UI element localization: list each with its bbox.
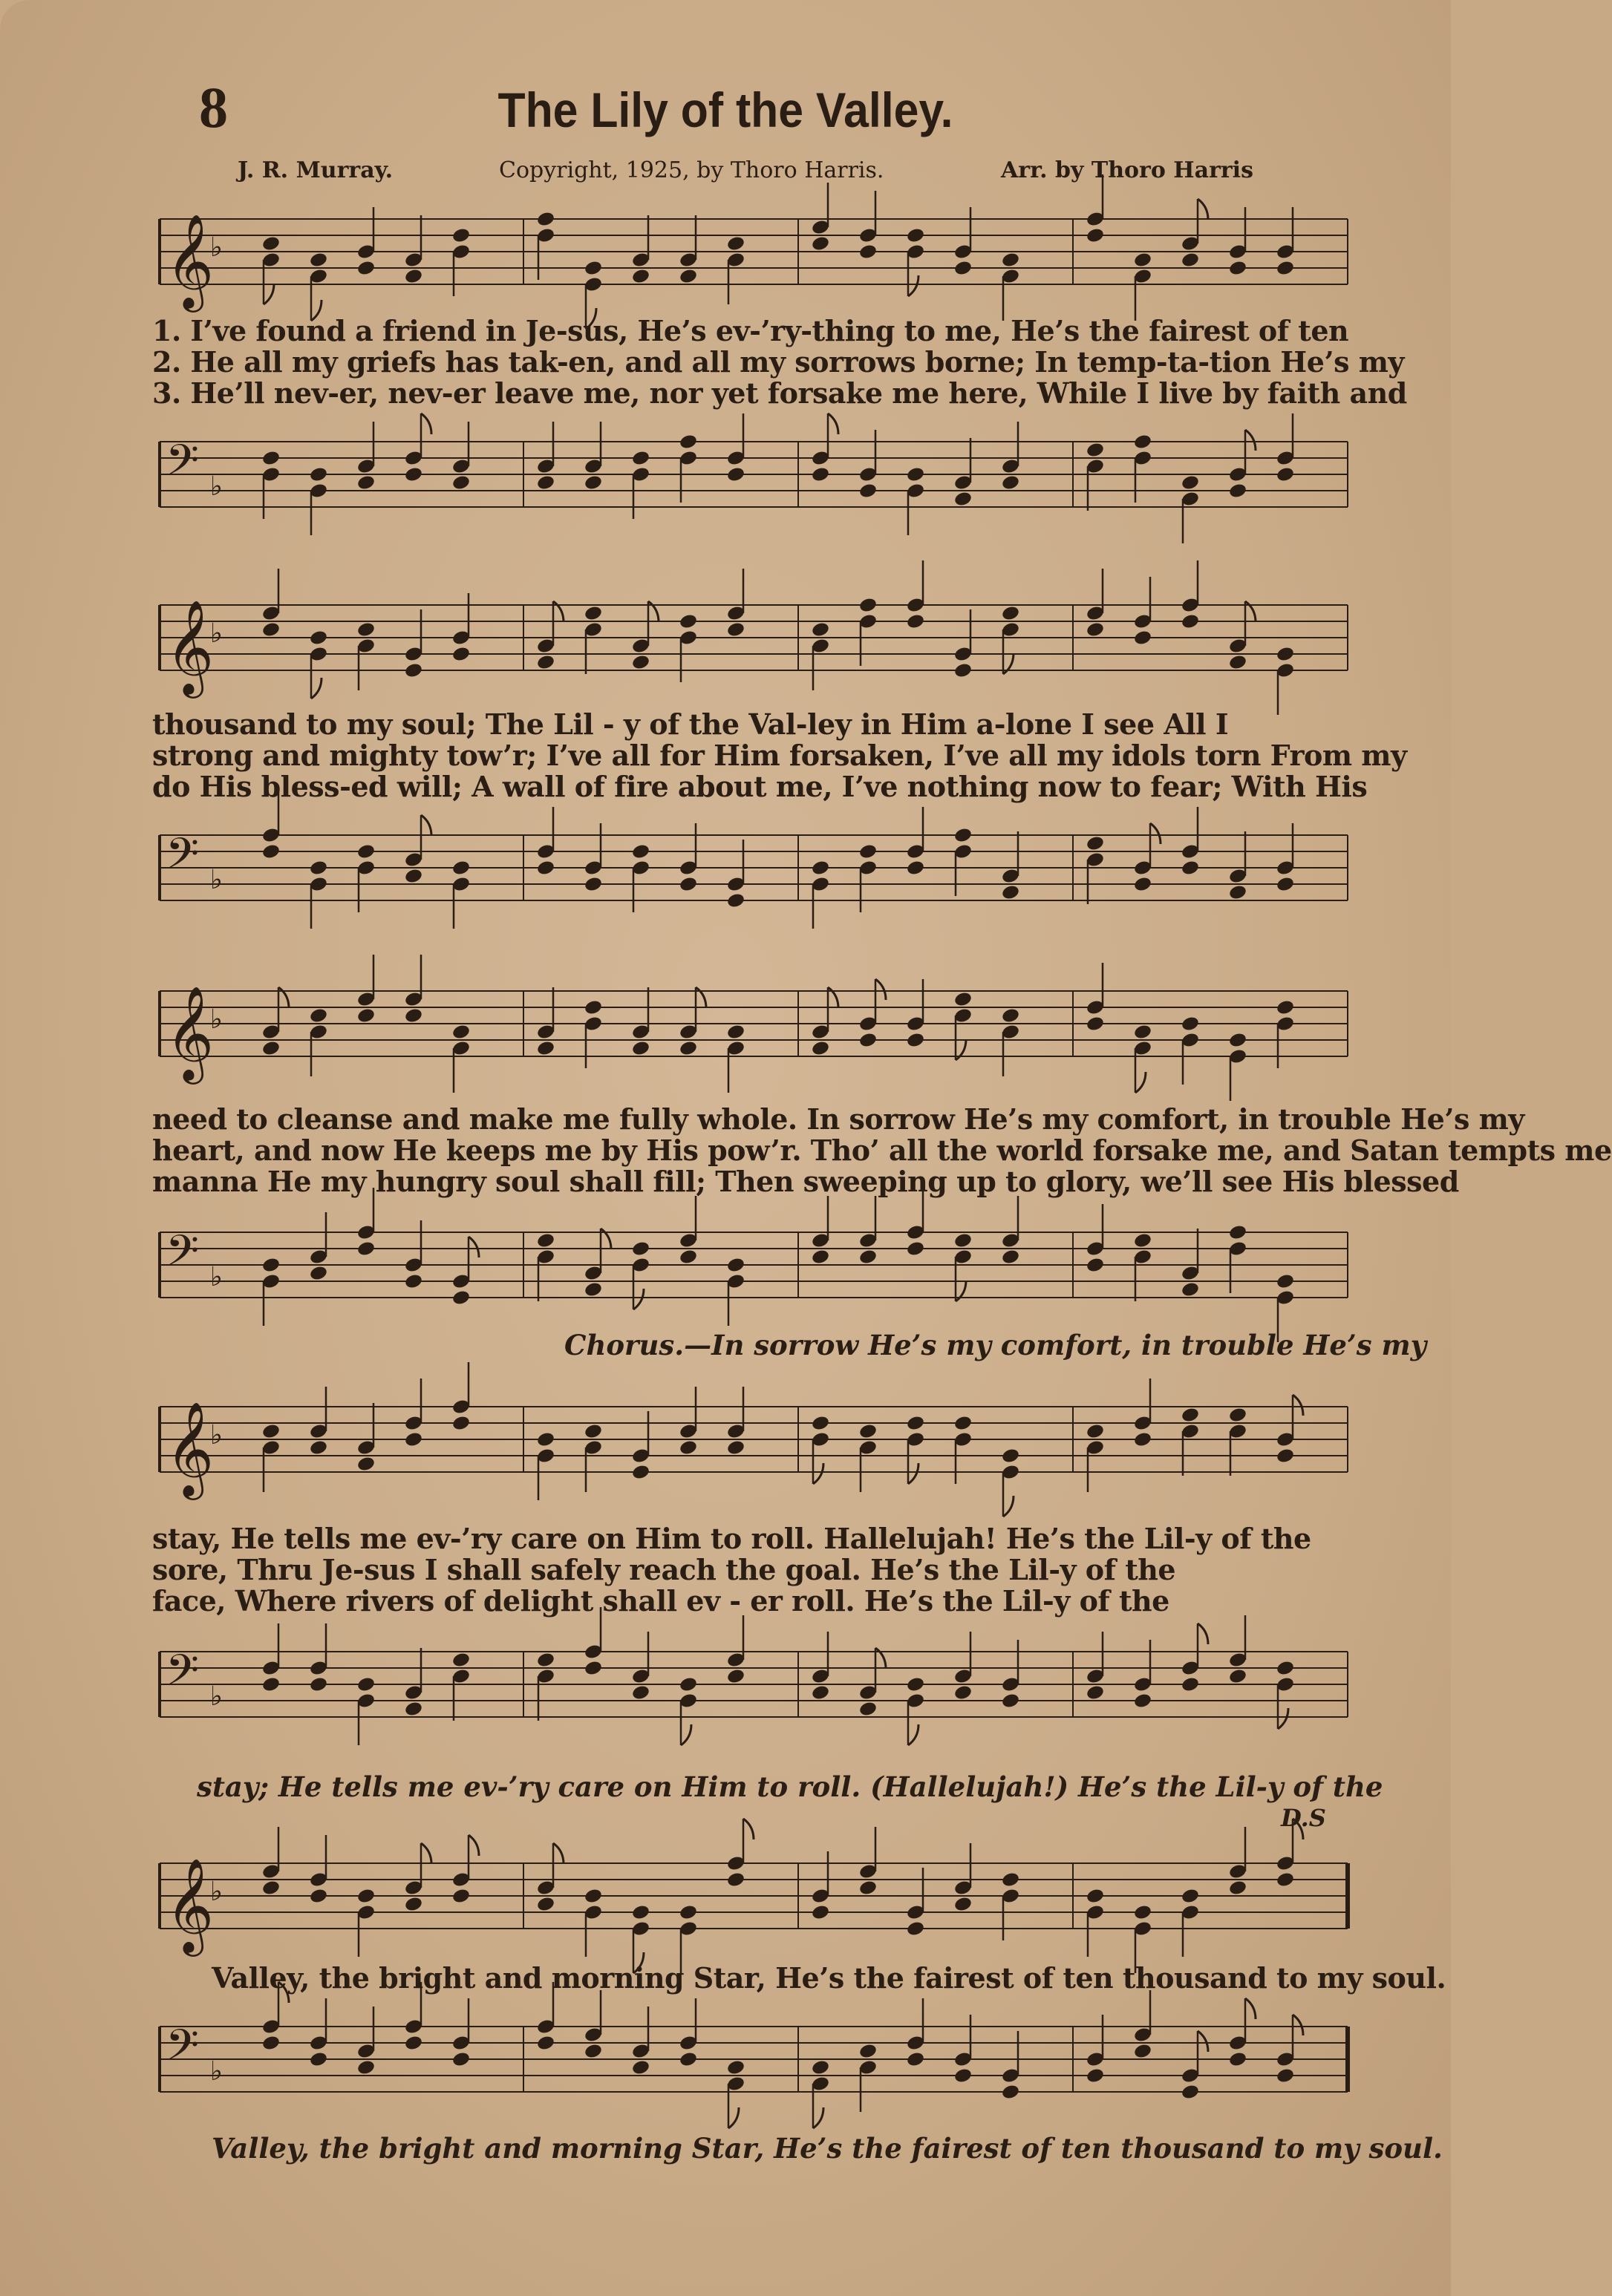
note-head (1181, 1281, 1200, 1298)
bass-clef: 𝄢 (166, 1645, 200, 1706)
note-head (858, 1249, 878, 1266)
note-head (536, 1652, 555, 1669)
note-head (1086, 1888, 1105, 1905)
note-head (679, 1439, 698, 1456)
note-head (726, 1439, 745, 1456)
note-head (356, 1456, 376, 1473)
note-head (1181, 1015, 1200, 1033)
note-head (906, 1676, 925, 1693)
note-head (1133, 1024, 1152, 1041)
note-head (953, 1896, 973, 1913)
note-flag (633, 1289, 644, 1309)
flat-key-signature: ♭ (210, 1877, 223, 1907)
lyric-line-verse-3: manna He my hungry soul shall fill; Then sweeping up to glory, we’ll see His blessed (152, 1165, 1459, 1198)
note-head (1086, 1257, 1105, 1274)
note-head (309, 466, 328, 483)
note-flag (1245, 430, 1256, 451)
note-flag (1293, 2015, 1303, 2035)
note-head (584, 1423, 603, 1440)
arranger-credit: Arr. by Thoro Harris (1001, 157, 1253, 183)
note-head (953, 827, 973, 844)
note-head (1228, 654, 1247, 671)
lyric-line-verse-1: need to cleanse and make me fully whole. In sorrow He’s my comfort, in trouble He’s my (152, 1102, 1524, 1136)
note-head (726, 1257, 745, 1274)
note-head (404, 868, 423, 885)
note-head (261, 450, 281, 467)
note-head (1181, 613, 1200, 630)
note-head (858, 843, 878, 860)
note-head (1001, 1448, 1020, 1465)
note-flag (728, 2107, 739, 2128)
note-head (811, 860, 830, 877)
note-head (451, 646, 471, 663)
note-flag (875, 979, 886, 1000)
lyric-line-verse-1: 1. I’ve found a friend in Je-sus, He’s ev-’ry-thing to me, He’s the fairest of ten (152, 314, 1349, 347)
bass-clef: 𝄢 (166, 2020, 200, 2081)
bass-staff (152, 1622, 1355, 1770)
note-head (1228, 884, 1247, 901)
note-head (858, 1423, 878, 1440)
note-flag (743, 1819, 754, 1839)
note-head (261, 1423, 281, 1440)
note-flag (311, 678, 322, 699)
flat-key-signature: ♭ (210, 232, 223, 263)
note-head (261, 843, 281, 860)
note-flag (908, 275, 918, 296)
note-head (1276, 646, 1295, 663)
note-head (631, 1904, 650, 1921)
ds-mark: D.S (1281, 1804, 1326, 1832)
note-head (356, 260, 376, 277)
note-head (679, 876, 698, 893)
copyright-credit: Copyright, 1925, by Thoro Harris. (499, 157, 884, 183)
note-head (536, 860, 555, 877)
note-head (953, 1232, 973, 1249)
note-head (1276, 466, 1295, 483)
flat-key-signature: ♭ (210, 2056, 223, 2087)
note-head (726, 2059, 745, 2076)
note-flag (908, 1724, 918, 1745)
flat-key-signature: ♭ (210, 1262, 223, 1292)
note-head (631, 1684, 650, 1701)
note-head (404, 2035, 423, 2052)
note-head (1276, 1448, 1295, 1465)
note-head (1001, 252, 1020, 269)
lyric-line-refrain: Valley, the bright and morning Star, He’s the fairest of ten thousand to my soul. (212, 1961, 1446, 1995)
note-head (1133, 1431, 1152, 1448)
note-head (953, 1684, 973, 1701)
note-head (261, 1040, 281, 1057)
flat-key-signature: ♭ (210, 1004, 223, 1035)
note-flag (421, 1843, 431, 1864)
note-flag (553, 1843, 564, 1864)
note-head (1001, 1692, 1020, 1710)
note-head (1086, 1423, 1105, 1440)
note-head (726, 235, 745, 252)
note-flag (1135, 1072, 1146, 1093)
bass-clef: 𝄢 (166, 1226, 200, 1286)
flat-key-signature: ♭ (210, 1681, 223, 1712)
note-head (309, 1888, 328, 1905)
note-head (451, 1415, 471, 1432)
note-head (1001, 1007, 1020, 1024)
note-flag (1003, 1496, 1014, 1517)
note-head (309, 629, 328, 647)
note-head (1228, 1880, 1247, 1897)
note-head (309, 1439, 328, 1456)
note-flag (1150, 823, 1161, 844)
note-head (584, 1281, 603, 1298)
music-system-1 (152, 189, 1407, 531)
note-head (1133, 1692, 1152, 1710)
note-flag (813, 1463, 823, 1484)
note-head (811, 1904, 830, 1921)
note-head (679, 434, 698, 451)
note-head (536, 211, 555, 228)
note-head (356, 1240, 376, 1257)
note-head (1228, 483, 1247, 500)
note-head (858, 2043, 878, 2060)
flat-key-signature: ♭ (210, 1420, 223, 1450)
lyric-line-verse-3: 3. He’ll nev-er, nev-er leave me, nor yet forsake me here, While I live by faith and (152, 376, 1407, 410)
note-head (906, 2051, 925, 2068)
lyric-line-verse-2: strong and mighty tow’r; I’ve all for Him forsaken, I’ve all my idols torn From my (152, 739, 1407, 772)
bass-staff (152, 1203, 1355, 1336)
note-head (1181, 1888, 1200, 1905)
note-head (1133, 434, 1152, 451)
note-head (404, 662, 423, 679)
note-head (451, 1024, 471, 1041)
note-head (584, 1888, 603, 1905)
note-head (356, 1676, 376, 1693)
hymn-title: The Lily of the Valley. (497, 82, 953, 137)
note-head (726, 892, 745, 909)
note-head (309, 1265, 328, 1282)
note-head (1001, 605, 1020, 622)
note-head (1181, 860, 1200, 877)
note-head (1276, 999, 1295, 1016)
note-head (1181, 2084, 1200, 2101)
treble-staff (152, 575, 1355, 724)
lyric-line-verse-3: do His bless-ed will; A wall of fire about me, I’ve nothing now to fear; With His (152, 770, 1368, 803)
note-flag (908, 1463, 918, 1484)
note-head (1001, 1249, 1020, 1266)
note-head (906, 1032, 925, 1049)
note-head (858, 243, 878, 261)
note-head (261, 1880, 281, 1897)
note-head (584, 876, 603, 893)
treble-clef: 𝄞 (166, 1401, 215, 1496)
treble-clef: 𝄞 (166, 1857, 215, 1952)
note-head (1001, 1871, 1020, 1888)
note-head (309, 1007, 328, 1024)
music-system-2 (152, 575, 1407, 954)
note-head (906, 227, 925, 244)
lyric-line-verse-1: stay, He tells me ev-’ry care on Him to roll. Hallelujah! He’s the Lil-y of the (152, 1522, 1311, 1555)
note-head (811, 2059, 830, 2076)
note-head (858, 483, 878, 500)
note-head (536, 1232, 555, 1249)
note-head (536, 1896, 555, 1913)
bass-clef: 𝄢 (166, 435, 200, 496)
note-head (1086, 2067, 1105, 2084)
note-head (1086, 442, 1105, 459)
flat-key-signature: ♭ (210, 865, 223, 895)
note-flag (1293, 1395, 1303, 1416)
note-head (906, 1415, 925, 1432)
note-head (536, 474, 555, 491)
note-head (1276, 876, 1295, 893)
note-head (953, 2067, 973, 2084)
note-flag (1245, 1998, 1256, 2019)
bass-staff (152, 1997, 1355, 2130)
note-head (811, 1415, 830, 1432)
note-head (404, 268, 423, 285)
note-head (1001, 2084, 1020, 2101)
note-head (1228, 1032, 1247, 1049)
note-head (1181, 1676, 1200, 1693)
note-head (1086, 621, 1105, 638)
author-credit: J. R. Murray. (238, 157, 394, 183)
bass-staff (152, 805, 1355, 954)
note-head (906, 1920, 925, 1937)
lyric-line-verse-1: thousand to my soul; The Lil - y of the Val-ley in Him a-lone I see All I (152, 707, 1229, 741)
note-head (726, 1024, 745, 1041)
note-head (584, 474, 603, 491)
note-head (1133, 252, 1152, 269)
note-head (261, 621, 281, 638)
note-flag (469, 1835, 479, 1856)
note-head (953, 1415, 973, 1432)
flat-key-signature: ♭ (210, 471, 223, 502)
note-head (906, 466, 925, 483)
note-head (536, 654, 555, 671)
note-head (858, 597, 878, 614)
note-flag (813, 2107, 823, 2128)
note-head (261, 1676, 281, 1693)
note-head (451, 2051, 471, 2068)
flat-key-signature: ♭ (210, 618, 223, 649)
note-head (1228, 1668, 1247, 1685)
lyric-line-verse-2: heart, and now He keeps me by His pow’r. Tho’ all the world forsake me, and Satan tempts me (152, 1134, 1612, 1167)
note-head (1086, 1684, 1105, 1701)
note-head (584, 999, 603, 1016)
note-head (1181, 474, 1200, 491)
note-head (404, 466, 423, 483)
note-flag (1198, 1623, 1208, 1644)
note-head (679, 1904, 698, 1921)
note-head (1133, 2043, 1152, 2060)
note-head (953, 991, 973, 1008)
note-head (858, 1701, 878, 1718)
note-flag (828, 413, 838, 434)
lyric-line-verse-3: face, Where rivers of delight shall ev - er roll. He’s the Lil-y of the (152, 1584, 1169, 1618)
note-head (356, 621, 376, 638)
treble-clef: 𝄞 (166, 985, 215, 1080)
note-flag (421, 815, 431, 836)
note-head (679, 268, 698, 285)
note-head (356, 2059, 376, 2076)
note-head (356, 474, 376, 491)
note-head (356, 1007, 376, 1024)
bass-staff (152, 412, 1355, 546)
note-head (1228, 1224, 1247, 1241)
note-head (631, 2059, 650, 2076)
chorus-bass-text: Chorus.—In sorrow He’s my comfort, in trouble He’s my (564, 1329, 1427, 1361)
note-head (811, 1684, 830, 1701)
note-head (726, 466, 745, 483)
note-head (1276, 1871, 1295, 1888)
note-head (309, 2051, 328, 2068)
lyric-line-verse-2: sore, Thru Je-sus I shall safely reach the goal. He’s the Lil-y of the (152, 1553, 1176, 1586)
note-head (451, 474, 471, 491)
note-head (811, 1249, 830, 1266)
note-head (726, 1668, 745, 1685)
note-head (536, 2035, 555, 2052)
note-head (1133, 629, 1152, 647)
note-flag (1278, 1708, 1288, 1729)
note-head (679, 2051, 698, 2068)
note-head (261, 1257, 281, 1274)
note-head (1086, 835, 1105, 852)
note-head (1133, 1904, 1152, 1921)
note-head (811, 621, 830, 638)
note-head (726, 621, 745, 638)
treble-staff (152, 1834, 1355, 1982)
note-flag (421, 413, 431, 434)
music-system-4 (152, 1377, 1383, 1815)
note-head (1001, 884, 1020, 901)
note-head (1181, 1407, 1200, 1424)
note-head (404, 1273, 423, 1290)
note-head (906, 1240, 925, 1257)
treble-staff (152, 961, 1355, 1110)
page-number: 8 (199, 75, 228, 140)
note-head (404, 1896, 423, 1913)
treble-staff (152, 1377, 1355, 1525)
note-head (906, 860, 925, 877)
note-head (1228, 1407, 1247, 1424)
note-head (811, 1040, 830, 1057)
note-flag (681, 1724, 691, 1745)
music-system-5 (152, 1804, 1446, 2165)
note-head (584, 605, 603, 622)
note-head (1276, 1660, 1295, 1677)
music-system-3 (152, 961, 1612, 1377)
treble-clef: 𝄞 (166, 213, 215, 308)
note-head (679, 1249, 698, 1266)
note-head (451, 860, 471, 877)
note-head (631, 843, 650, 860)
note-head (584, 1660, 603, 1677)
note-head (309, 1676, 328, 1693)
note-head (1001, 474, 1020, 491)
note-head (536, 1431, 555, 1448)
lyric-line-verse-2: 2. He all my griefs has tak-en, and all my sorrows borne; In temp-ta-tion He’s my (152, 345, 1405, 379)
note-head (1133, 876, 1152, 893)
note-head (584, 260, 603, 277)
note-head (679, 1676, 698, 1693)
note-head (536, 1040, 555, 1057)
note-head (1086, 1015, 1105, 1033)
note-head (631, 1040, 650, 1057)
note-head (404, 1701, 423, 1718)
note-head (451, 227, 471, 244)
chorus-bass-text: stay; He tells me ev-’ry care on Him to roll. (Hallelujah!) He’s the Lil-y of the (197, 1770, 1383, 1803)
note-head (584, 2043, 603, 2060)
note-head (309, 252, 328, 269)
note-head (309, 860, 328, 877)
note-head (356, 1888, 376, 1905)
note-head (451, 1888, 471, 1905)
note-head (631, 268, 650, 285)
note-head (451, 1652, 471, 1669)
bass-clef: 𝄢 (166, 828, 200, 889)
note-flag (469, 1237, 479, 1257)
note-head (404, 1007, 423, 1024)
note-head (726, 1871, 745, 1888)
note-head (451, 1289, 471, 1306)
note-head (356, 843, 376, 860)
note-flag (264, 284, 274, 304)
note-head (811, 235, 830, 252)
note-head (631, 654, 650, 671)
note-head (953, 662, 973, 679)
note-head (631, 1464, 650, 1481)
note-head (404, 1431, 423, 1448)
note-head (1133, 1232, 1152, 1249)
note-head (1086, 227, 1105, 244)
note-head (953, 260, 973, 277)
note-head (906, 613, 925, 630)
note-head (1276, 1273, 1295, 1290)
note-head (1276, 2067, 1295, 2084)
treble-clef: 𝄞 (166, 599, 215, 694)
note-head (1181, 252, 1200, 269)
note-head (261, 2035, 281, 2052)
note-head (1276, 260, 1295, 277)
note-head (1228, 2051, 1247, 2068)
note-flag (1198, 2031, 1208, 2052)
note-head (1228, 260, 1247, 277)
note-head (811, 466, 830, 483)
note-flag (1198, 199, 1208, 220)
note-head (858, 1880, 878, 1897)
note-head (631, 450, 650, 467)
note-head (261, 235, 281, 252)
note-head (858, 1032, 878, 1049)
note-head (679, 613, 698, 630)
note-head (953, 491, 973, 508)
refrain-bass-text: Valley, the bright and morning Star, He’s the fairest of ten thousand to my soul. (212, 2132, 1443, 2165)
note-head (679, 1040, 698, 1057)
note-head (631, 1240, 650, 1257)
